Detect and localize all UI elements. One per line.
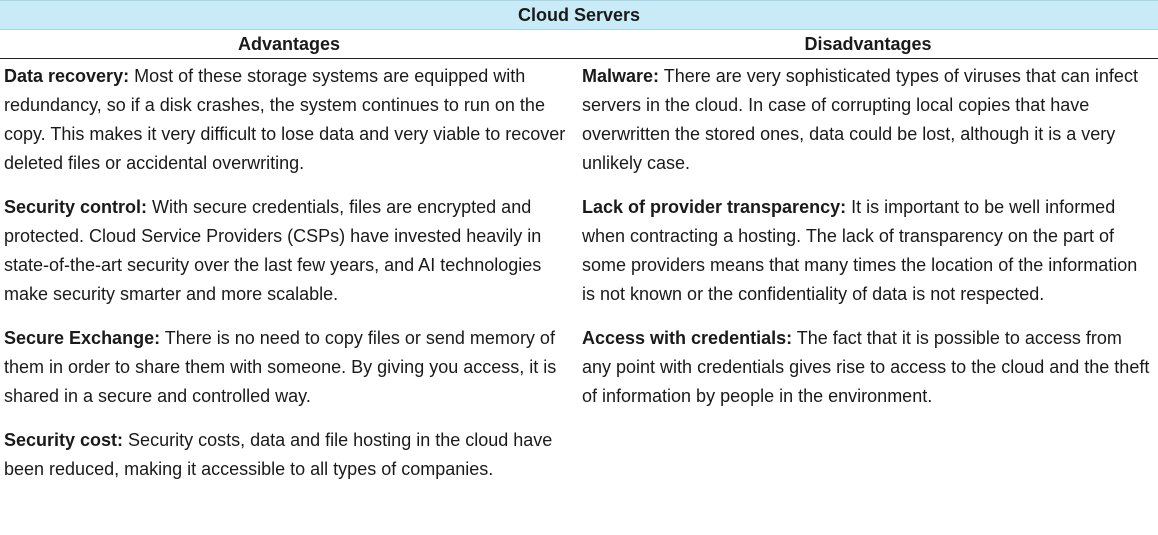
entry-title: Access with credentials:	[582, 328, 793, 348]
advantage-entry	[4, 426, 574, 484]
entry-title: Security control:	[4, 197, 148, 217]
advantage-entry	[4, 324, 574, 411]
entry-text: Security costs, data and file hosting in the cloud have been reduced, making it accessible to all types of companies.	[4, 430, 553, 479]
entry-title: Data recovery:	[4, 66, 130, 86]
entry-text: There is no need to copy files or send memory of them in order to share them with someone. By giving you access, it is shared in a secure and controlled way.	[4, 328, 557, 406]
disadvantage-entry	[582, 193, 1154, 309]
entry-text: It is important to be well informed when contracting a hosting. The lack of transparency on the part of some providers means that many times the location of the information is not known or the confidentiality of data is not respected.	[582, 197, 1138, 304]
entry-title: Lack of provider transparency:	[582, 197, 847, 217]
entry-text: With secure credentials, files are encrypted and protected. Cloud Service Providers (CSPs) have invested heavily in state-of-the-art security over the last few years, and AI technologies make security smarter and more scalable.	[4, 197, 542, 304]
disadvantage-entry	[582, 324, 1154, 411]
advantage-entry	[4, 62, 574, 178]
entry-text: There are very sophisticated types of viruses that can infect servers in the cloud. In case of corrupting local copies that have overwritten the stored ones, data could be lost, although it is a very unlikely case.	[582, 66, 1138, 173]
table-body	[0, 59, 1158, 499]
entry-title: Secure Exchange:	[4, 328, 161, 348]
entry-title: Security cost:	[4, 430, 124, 450]
advantages-header: Advantages	[237, 33, 341, 54]
advantages-column	[0, 59, 578, 499]
entry-text: Most of these storage systems are equipped with redundancy, so if a disk crashes, the system continues to run on the copy. This makes it very difficult to lose data and very viable to recover deleted files or accidental overwriting.	[4, 66, 566, 173]
entry-text: The fact that it is possible to access from any point with credentials gives rise to access to the cloud and the theft of information by people in the environment.	[582, 328, 1150, 406]
entry-title: Malware:	[582, 66, 660, 86]
disadvantages-header: Disadvantages	[804, 33, 932, 54]
table-title: Cloud Servers	[0, 0, 1158, 30]
disadvantage-entry	[582, 62, 1154, 178]
advantage-entry	[4, 193, 574, 309]
column-header-row	[0, 30, 1158, 59]
disadvantages-column	[578, 59, 1158, 499]
